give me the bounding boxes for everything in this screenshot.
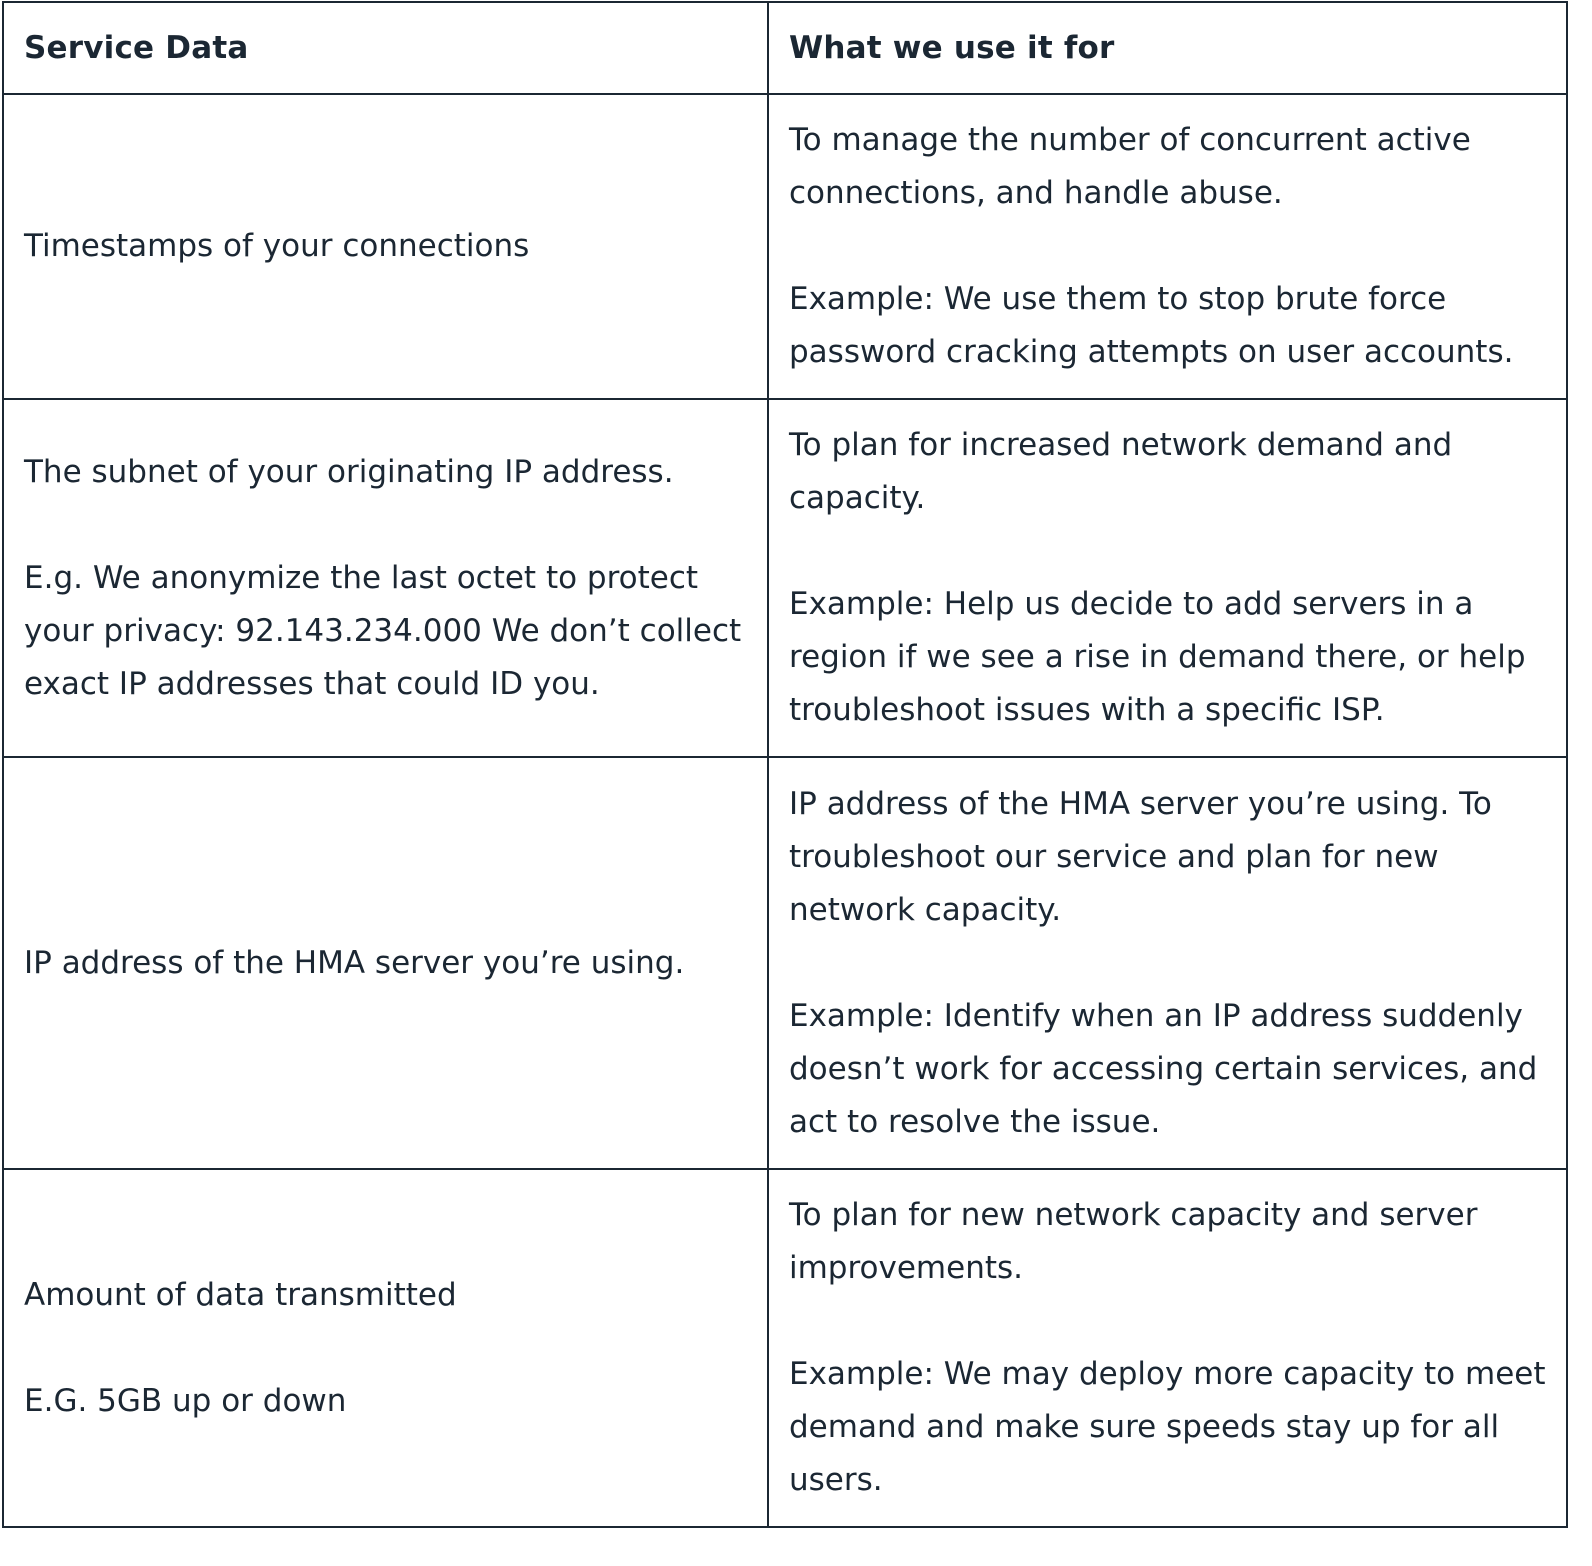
table-row (3, 94, 1567, 399)
service-example-text: E.G. 5GB up or down (24, 1382, 347, 1419)
usage-example-text: Example: We may deploy more capacity to meet demand and make sure speeds stay up for all users. (789, 1356, 1546, 1498)
service-data-table-container (2, 1, 1566, 1528)
usage-cell (768, 94, 1567, 399)
service-cell (3, 399, 768, 757)
usage-cell (768, 399, 1567, 757)
usage-cell (768, 757, 1567, 1169)
service-cell (3, 94, 768, 399)
usage-example-text: Example: Help us decide to add servers in a region if we see a rise in demand there, or help troubleshoot issues with a specific ISP. (789, 586, 1526, 728)
table-row (3, 399, 1567, 757)
service-cell (3, 1169, 768, 1527)
usage-example-text: Example: Identify when an IP address suddenly doesn’t work for accessing certain services, and act to resolve the issue. (789, 997, 1538, 1140)
table-row (3, 1169, 1567, 1527)
table-row (3, 757, 1567, 1169)
paragraph-gap (789, 1295, 1546, 1348)
service-cell (3, 757, 768, 1169)
paragraph-gap (789, 937, 1546, 990)
service-example-text: E.g. We anonymize the last octet to protect your privacy: 92.143.234.000 We don’t collect exact IP addresses that could ID you. (24, 559, 742, 702)
usage-text: To plan for increased network demand and capacity. (789, 427, 1453, 516)
usage-cell (768, 1169, 1567, 1527)
paragraph-gap (789, 220, 1546, 273)
service-text: The subnet of your originating IP address. (24, 453, 674, 490)
paragraph-gap (24, 1322, 747, 1375)
usage-text: To plan for new network capacity and server improvements. (789, 1197, 1478, 1286)
service-text: Timestamps of your connections (24, 228, 530, 264)
header-usage: What we use it for (768, 2, 1567, 94)
paragraph-gap (789, 525, 1546, 578)
usage-example-text: Example: We use them to stop brute force password cracking attempts on user accounts. (789, 281, 1514, 370)
usage-text: To manage the number of concurrent active connections, and handle abuse. (789, 122, 1471, 211)
service-text: IP address of the HMA server you’re using. (24, 944, 685, 981)
usage-text: IP address of the HMA server you’re using. To troubleshoot our service and plan for new network capacity. (789, 785, 1492, 928)
table-header-row (3, 2, 1567, 94)
service-text: Amount of data transmitted (24, 1276, 457, 1313)
service-data-table (2, 1, 1568, 1528)
paragraph-gap (24, 499, 747, 552)
header-service-data: Service Data (3, 2, 768, 94)
